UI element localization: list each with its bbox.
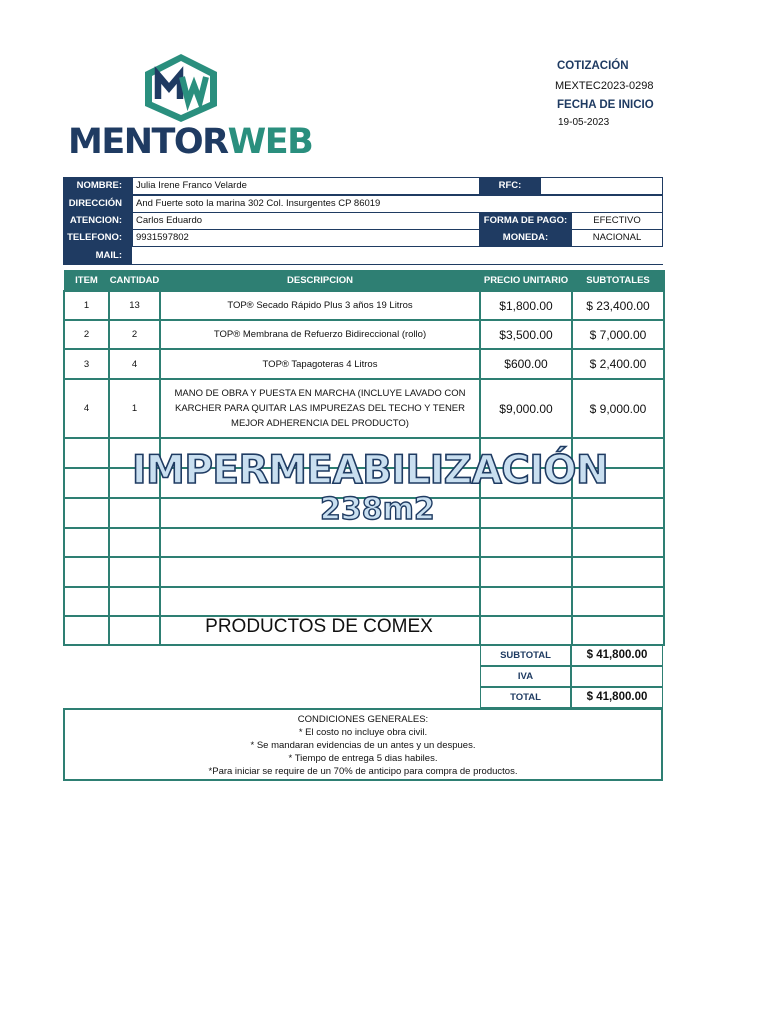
telefono-value: 9931597802 <box>132 229 480 247</box>
row-cantidad: 4 <box>109 349 160 379</box>
row-item: 4 <box>64 379 109 438</box>
quote-title: COTIZACIÓN <box>557 60 629 72</box>
iva-label: IVA <box>480 666 571 687</box>
brand-name-part1: MENTOR <box>68 122 228 162</box>
row-descripcion: MANO DE OBRA Y PUESTA EN MARCHA (INCLUYE LAVADO CON KARCHER PARA QUITAR LAS IMPUREZAS DEL TECHO Y TENER MEJOR ADHERENCIA DEL PRODUCTO) <box>160 379 480 438</box>
subtotal-value: $ 41,800.00 <box>571 645 663 666</box>
area-label: 238m2 <box>320 492 435 527</box>
condition-line: * Tiempo de entrega 5 dias habiles. <box>288 753 438 764</box>
products-note: PRODUCTOS DE COMEX <box>205 616 433 637</box>
start-date: 19-05-2023 <box>558 117 610 128</box>
total-value: $ 41,800.00 <box>571 687 663 708</box>
row-subtotal: $ 9,000.00 <box>572 379 664 438</box>
rfc-label: RFC: <box>480 177 540 195</box>
row-item: 3 <box>64 349 109 379</box>
row-precio: $600.00 <box>480 349 572 379</box>
direccion-value: And Fuerte soto la marina 302 Col. Insurgentes CP 86019 <box>132 195 663 213</box>
rfc-value <box>540 177 663 195</box>
atencion-value: Carlos Eduardo <box>132 212 480 230</box>
col-subtotal: SUBTOTALES <box>572 271 664 292</box>
col-descripcion: DESCRIPCION <box>160 271 480 292</box>
row-item: 1 <box>64 291 109 320</box>
forma-pago-value: EFECTIVO <box>571 212 663 230</box>
row-subtotal: $ 7,000.00 <box>572 320 664 349</box>
col-cantidad: CANTIDAD <box>109 271 160 292</box>
row-descripcion: TOP® Membrana de Refuerzo Bidireccional (rollo) <box>160 320 480 349</box>
table-row <box>64 349 664 379</box>
start-date-label: FECHA DE INICIO <box>557 99 654 111</box>
table-row <box>64 320 664 349</box>
mail-value <box>132 247 663 265</box>
row-cantidad: 2 <box>109 320 160 349</box>
telefono-label: TELEFONO: <box>63 229 132 247</box>
total-label: TOTAL <box>480 687 571 708</box>
row-precio: $9,000.00 <box>480 379 572 438</box>
conditions-title: CONDICIONES GENERALES: <box>297 714 429 725</box>
row-cantidad: 1 <box>109 379 160 438</box>
table-header-row <box>64 271 664 292</box>
row-precio: $3,500.00 <box>480 320 572 349</box>
empty-row <box>64 557 664 587</box>
atencion-label: ATENCION: <box>63 212 132 230</box>
direccion-label: DIRECCIÓN <box>63 195 132 213</box>
nombre-value: Julia Irene Franco Velarde <box>132 177 480 195</box>
row-precio: $1,800.00 <box>480 291 572 320</box>
row-cantidad: 13 <box>109 291 160 320</box>
moneda-label: MONEDA: <box>480 229 571 247</box>
forma-pago-label: FORMA DE PAGO: <box>480 212 571 230</box>
table-row <box>64 291 664 320</box>
service-title: IMPERMEABILIZACIÓN <box>132 448 609 493</box>
col-precio: PRECIO UNITARIO <box>480 271 572 292</box>
brand-name <box>68 122 312 162</box>
nombre-label: NOMBRE: <box>63 177 132 195</box>
empty-row <box>64 528 664 557</box>
condition-line: * El costo no incluye obra civil. <box>298 727 428 738</box>
row-subtotal: $ 23,400.00 <box>572 291 664 320</box>
moneda-value: NACIONAL <box>571 229 663 247</box>
subtotal-label: SUBTOTAL <box>480 645 571 666</box>
col-item: ITEM <box>64 271 109 292</box>
quote-number: MEXTEC2023-0298 <box>555 80 654 92</box>
row-descripcion: TOP® Tapagoteras 4 Litros <box>160 349 480 379</box>
row-item: 2 <box>64 320 109 349</box>
condition-line: * Se mandaran evidencias de un antes y un despues. <box>250 740 476 751</box>
row-descripcion: TOP® Secado Rápido Plus 3 años 19 Litros <box>160 291 480 320</box>
mentorweb-logo-mark <box>142 52 220 124</box>
condition-line: *Para iniciar se require de un 70% de anticipo para compra de productos. <box>208 766 518 777</box>
iva-value <box>571 666 663 687</box>
empty-row <box>64 587 664 616</box>
table-row <box>64 379 664 438</box>
row-subtotal: $ 2,400.00 <box>572 349 664 379</box>
conditions-box <box>63 708 663 781</box>
brand-name-part2: WEB <box>227 122 313 162</box>
mail-label: MAIL: <box>63 247 132 265</box>
